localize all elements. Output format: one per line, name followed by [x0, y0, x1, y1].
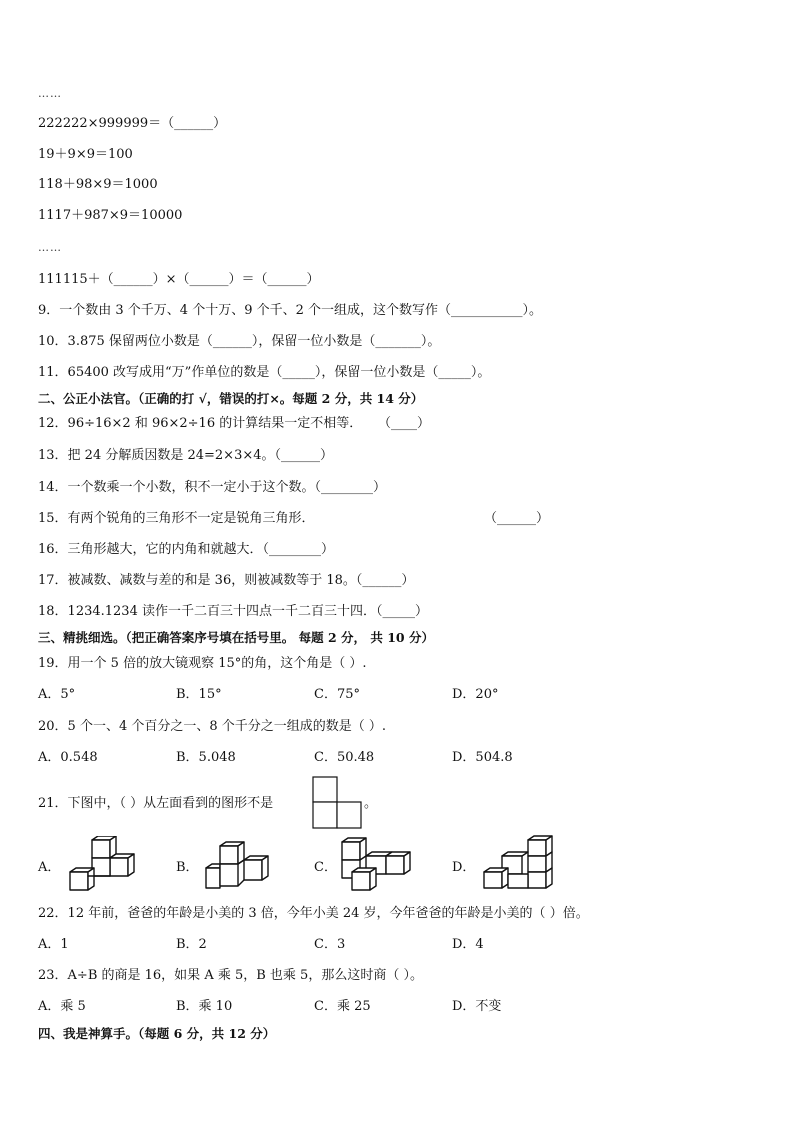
pattern-line-5: 111115＋（______）×（______）＝（______）	[38, 272, 320, 287]
pattern-line-1: 222222×999999＝（______）	[38, 116, 227, 131]
q23-option-d: D．不变	[452, 999, 502, 1014]
ellipsis-mid: ……	[38, 241, 62, 254]
q21-option-d: D．	[452, 860, 476, 875]
q20-option-b: B．5.048	[176, 750, 236, 765]
q22-option-a: A．1	[38, 937, 69, 952]
q19-option-c: C．75°	[314, 687, 360, 702]
question-14: 14．一个数乘一个小数，积不一定小于这个数。（________）	[38, 480, 387, 495]
question-12: 12．96÷16×2 和 96×2÷16 的计算结果一定不相等．	[38, 416, 363, 431]
section-2-header: 二、公正小法官。（正确的打 √，错误的打×。每题 2 分，共 14 分）	[38, 391, 424, 406]
q23-option-b: B．乘 10	[176, 999, 233, 1014]
question-15: 15．有两个锐角的三角形不一定是锐角三角形．	[38, 511, 315, 526]
q21-cube-figure-b	[204, 840, 280, 892]
q21-cube-figure-a	[66, 836, 140, 892]
q22-option-d: D．4	[452, 937, 484, 952]
section-3-header: 三、精挑细选。（把正确答案序号填在括号里。 每题 2 分， 共 10 分）	[38, 630, 434, 645]
question-10: 10．3.875 保留两位小数是（______），保留一位小数是（_______）。	[38, 334, 441, 349]
q21-option-b: B．	[176, 860, 199, 875]
q21-cube-figure-d	[480, 834, 558, 892]
q21-option-c: C．	[314, 860, 337, 875]
reference-view-figure	[312, 776, 362, 830]
pattern-line-4: 1117＋987×9＝10000	[38, 208, 183, 223]
q21-option-a: A．	[38, 860, 61, 875]
question-22: 22．12 年前，爸爸的年龄是小美的 3 倍，今年小美 24 岁，今年爸爸的年龄是小美的（ ）倍。	[38, 906, 589, 921]
q22-option-c: C．3	[314, 937, 346, 952]
q22-option-b: B．2	[176, 937, 207, 952]
question-16: 16．三角形越大，它的内角和就越大．（________）	[38, 542, 335, 557]
pattern-line-2: 19＋9×9＝100	[38, 147, 133, 162]
ellipsis-top: ……	[38, 87, 62, 100]
q19-option-d: D．20°	[452, 687, 499, 702]
question-11: 11．65400 改写成用“万”作单位的数是（_____），保留一位小数是（_____）。	[38, 365, 491, 380]
question-17: 17．被减数、减数与差的和是 36，则被减数等于 18。（______）	[38, 573, 415, 588]
q20-option-d: D．504.8	[452, 750, 513, 765]
question-12-blank: （____）	[378, 416, 431, 431]
q19-option-b: B．15°	[176, 687, 222, 702]
question-21-stem: 21．下图中，（ ）从左面看到的图形不是	[38, 796, 274, 811]
q19-option-a: A．5°	[38, 687, 76, 702]
question-20: 20．5 个一、4 个百分之一、8 个千分之一组成的数是（ ）.	[38, 719, 387, 734]
q23-option-a: A．乘 5	[38, 999, 86, 1014]
question-21-stem-end: 。	[364, 796, 378, 811]
pattern-line-3: 118＋98×9＝1000	[38, 177, 158, 192]
q20-option-c: C．50.48	[314, 750, 375, 765]
question-9: 9．一个数由 3 个千万、4 个十万、9 个千、2 个一组成，这个数写作（___________）。	[38, 303, 543, 318]
q21-cube-figure-c	[338, 836, 412, 892]
question-21	[38, 796, 273, 812]
section-4-header: 四、我是神算手。（每题 6 分，共 12 分）	[38, 1026, 276, 1041]
question-13: 13．把 24 分解质因数是 24=2×3×4。（______）	[38, 448, 334, 463]
q20-option-a: A．0.548	[38, 750, 98, 765]
question-15-blank: （______）	[484, 511, 550, 526]
question-18: 18．1234.1234 读作一千二百三十四点一千二百三十四．（_____）	[38, 604, 428, 619]
question-23: 23．A÷B 的商是 16，如果 A 乘 5，B 也乘 5，那么这时商（ ）。	[38, 968, 423, 983]
question-19: 19．用一个 5 倍的放大镜观察 15°的角，这个角是（ ）.	[38, 656, 367, 671]
q23-option-c: C．乘 25	[314, 999, 371, 1014]
